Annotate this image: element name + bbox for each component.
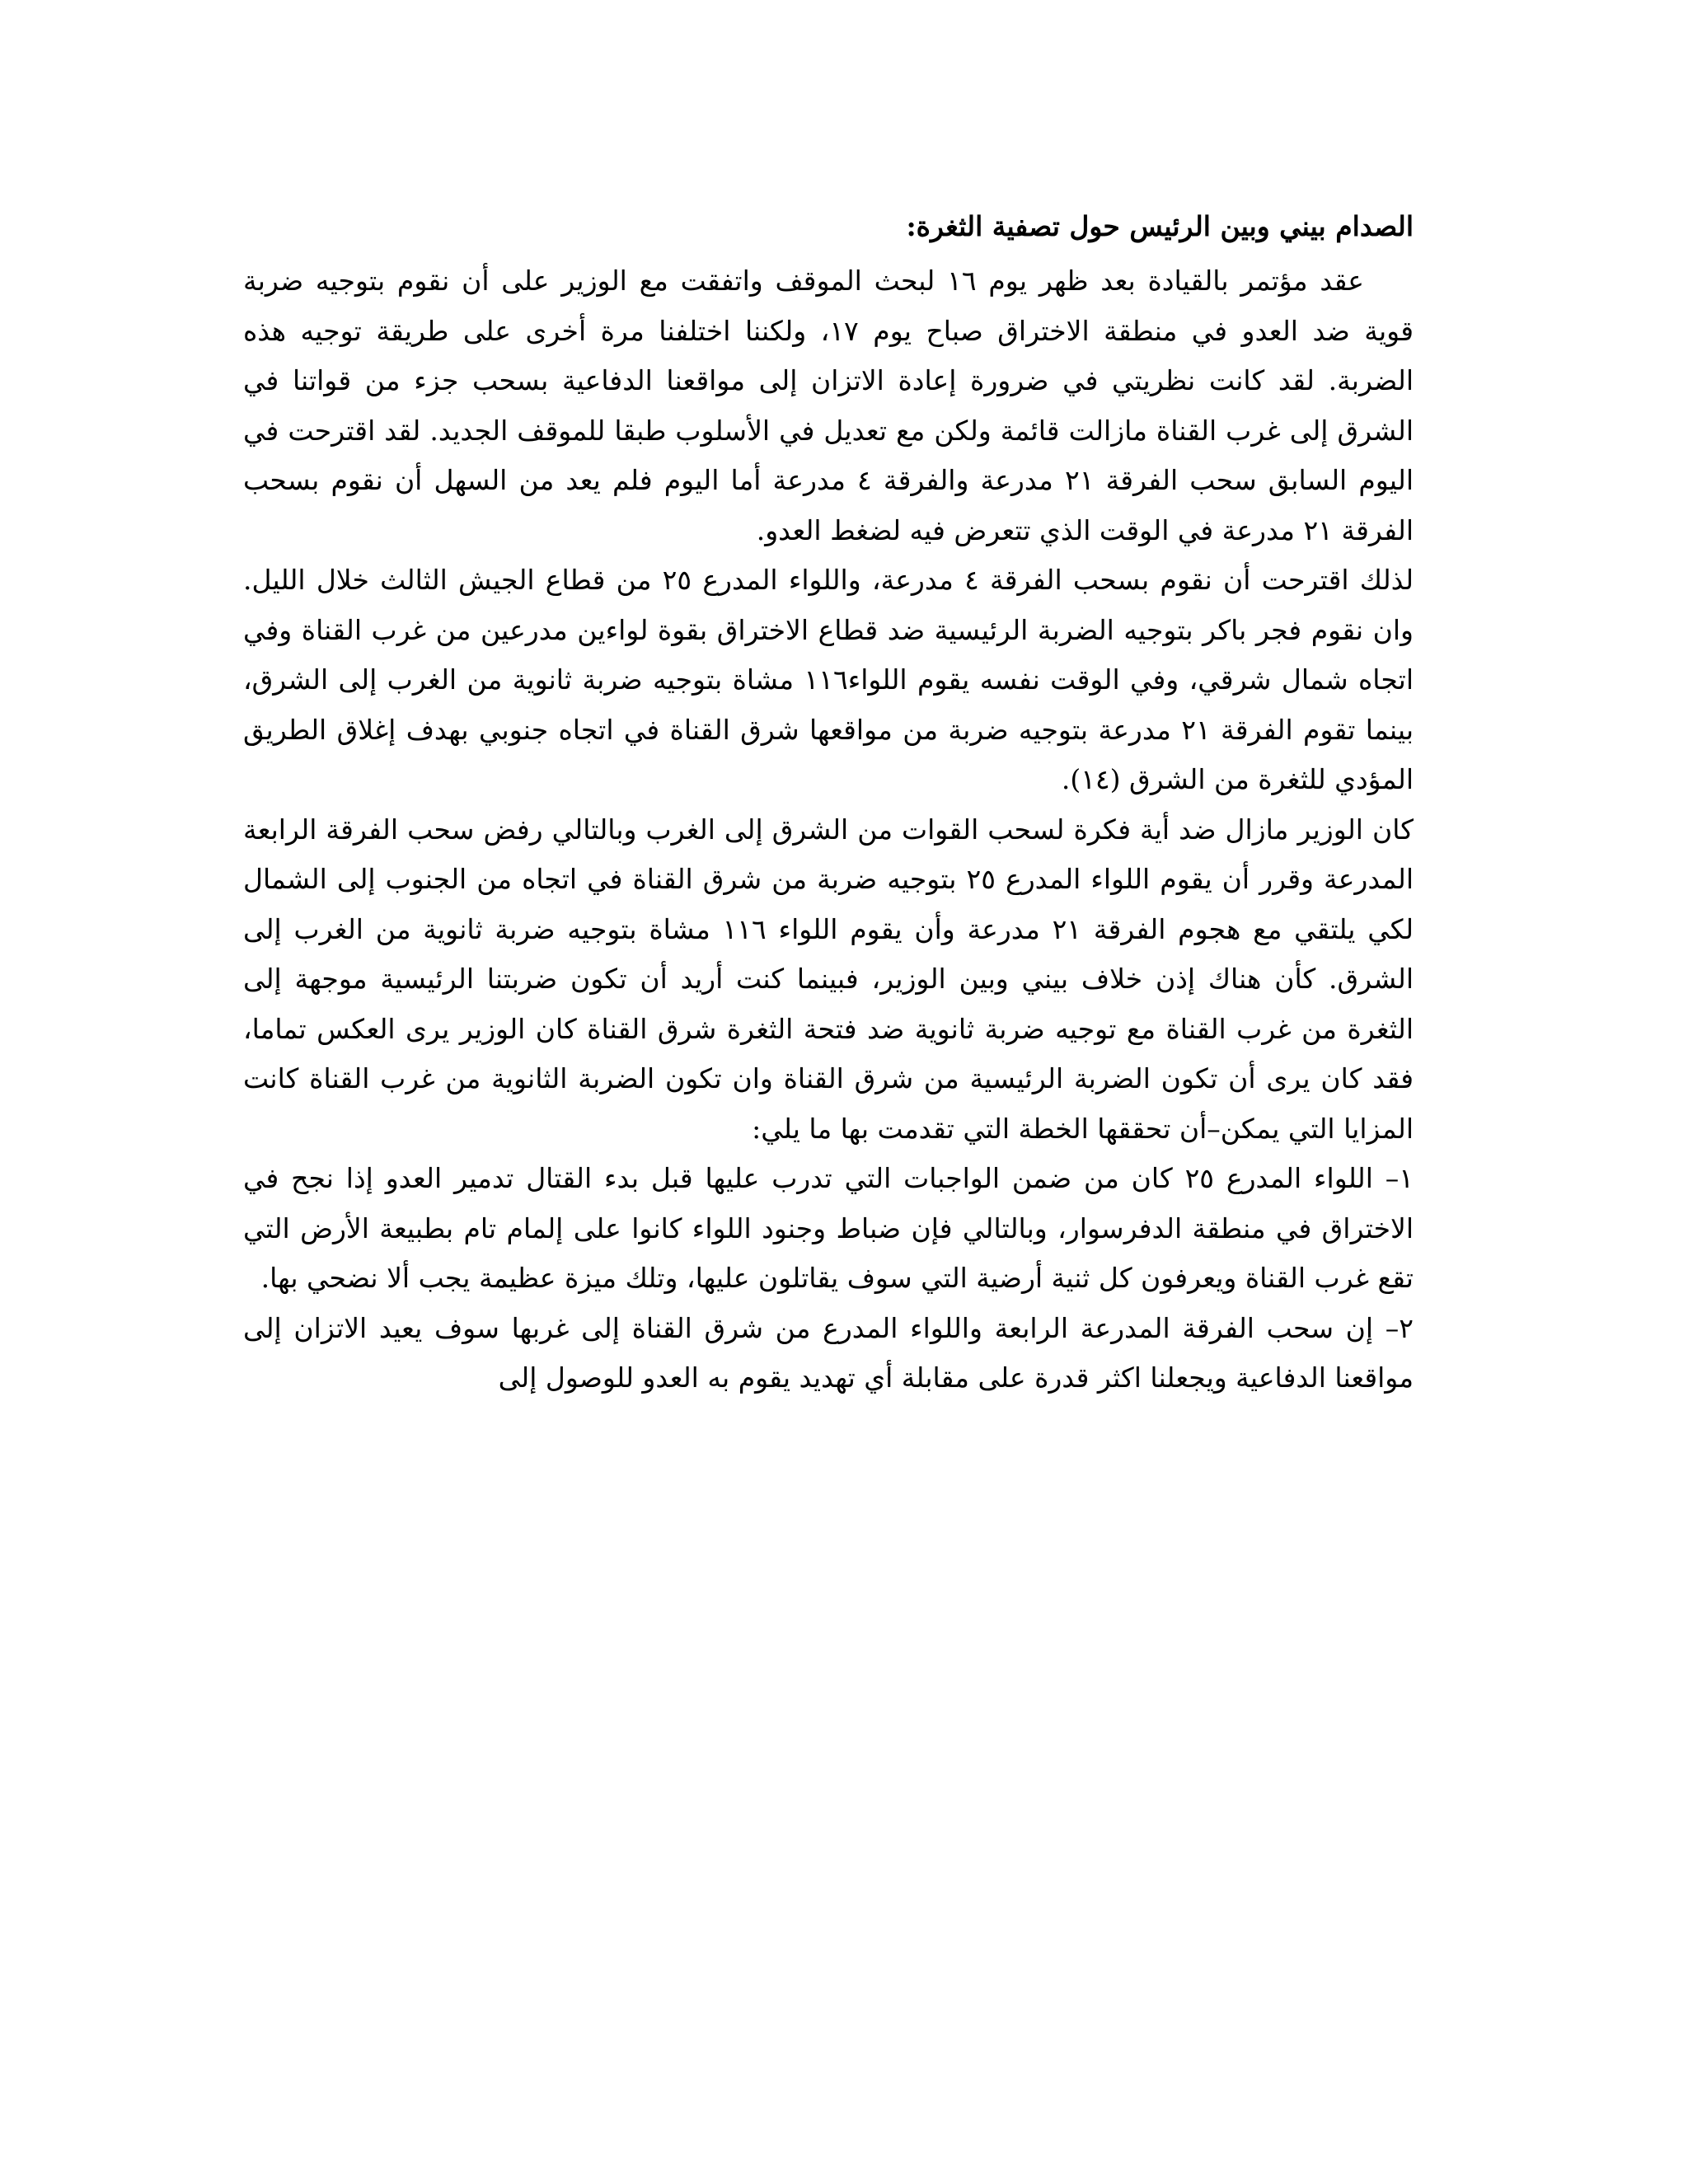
paragraph-1: عقد مؤتمر بالقيادة بعد ظهر يوم ١٦ لبحث الموقف واتفقت مع الوزير على أن نقوم بتوجيه ضربة قوية ضد العدو في منطقة الاختراق صباح يوم ١٧، ولكننا اختلفنا مرة أخرى على طريقة توجيه هذه الضربة. لقد كانت نظريتي في ضرورة إعادة الاتزان إلى مواقعنا الدفاعية بسحب جزء من قواتنا في الشرق إلى غرب القناة مازالت قائمة ولكن مع تعديل في الأسلوب طبقا للموقف الجديد. لقد اقترحت في اليوم السابق سحب الفرقة ٢١ مدرعة والفرقة ٤ مدرعة أما اليوم فلم يعد من السهل أن نقوم بسحب الفرقة ٢١ مدرعة في الوقت الذي تتعرض فيه لضغط العدو. <box>243 265 1414 546</box>
paragraph-3: كان الوزير مازال ضد أية فكرة لسحب القوات من الشرق إلى الغرب وبالتالي رفض سحب الفرقة الرابعة المدرعة وقرر أن يقوم اللواء المدرع ٢٥ بتوجيه ضربة من شرق القناة في اتجاه من الجنوب إلى الشمال لكي يلتقي مع هجوم الفرقة ٢١ مدرعة وأن يقوم اللواء ١١٦ مشاة بتوجيه ضربة ثانوية من الغرب إلى الشرق. كأن هناك إذن خلاف بيني وبين الوزير، فبينما كنت أريد أن تكون ضربتنا الرئيسية موجهة إلى الثغرة من غرب القناة مع توجيه ضربة ثانوية ضد فتحة الثغرة شرق القناة كان الوزير يرى العكس تماما، فقد كان يرى أن تكون الضربة الرئيسية من شرق القناة وان تكون الضربة الثانوية من غرب القناة كانت المزايا التي يمكن–أن تحققها الخطة التي تقدمت بها ما يلي: <box>243 813 1414 1145</box>
section-heading: الصدام بيني وبين الرئيس حول تصفية الثغرة: <box>906 210 1414 242</box>
list-item-2: ٢– إن سحب الفرقة المدرعة الرابعة واللواء المدرع من شرق القناة إلى غربها سوف يعيد الاتزان إلى مواقعنا الدفاعية ويجعلنا اكثر قدرة على مقابلة أي تهديد يقوم به العدو للوصول إلى <box>243 1311 1414 1394</box>
document-body <box>243 202 1414 1404</box>
list-item-1: ١– اللواء المدرع ٢٥ كان من ضمن الواجبات التي تدرب عليها قبل بدء القتال تدمير العدو إذا نجح في الاختراق في منطقة الدفرسوار، وبالتالي فإن ضباط وجنود اللواء كانوا على إلمام تام بطبيعة الأرض التي تقع غرب القناة ويعرفون كل ثنية أرضية التي سوف يقاتلون عليها، وتلك ميزة عظيمة يجب ألا نضحي بها. <box>243 1162 1414 1294</box>
paragraph-2: لذلك اقترحت أن نقوم بسحب الفرقة ٤ مدرعة، واللواء المدرع ٢٥ من قطاع الجيش الثالث خلال الليل. وان نقوم فجر باكر بتوجيه الضربة الرئيسية ضد قطاع الاختراق بقوة لواءين مدرعين من غرب القناة وفي اتجاه شمال شرقي، وفي الوقت نفسه يقوم اللواء١١٦ مشاة بتوجيه ضربة ثانوية من الغرب إلى الشرق، بينما تقوم الفرقة ٢١ مدرعة بتوجيه ضربة من مواقعها شرق القناة في اتجاه جنوبي بهدف إغلاق الطريق المؤدي للثغرة من الشرق (١٤). <box>243 564 1414 795</box>
